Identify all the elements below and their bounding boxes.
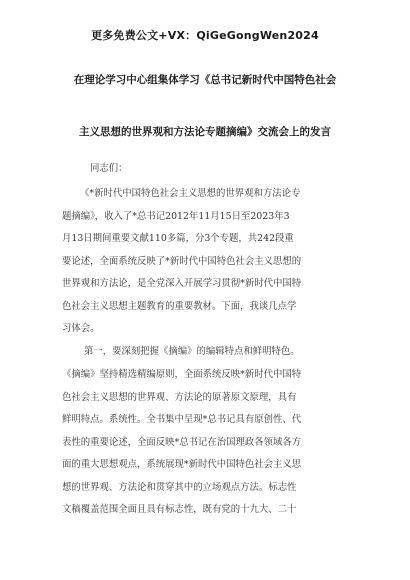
paragraph-line: 色社会主义思想主题教育的重要教材。下面，我谈几点学 bbox=[62, 300, 297, 312]
paragraph-line: 《*新时代中国特色社会主义思想的世界观和方法论专 bbox=[80, 188, 301, 199]
salutation: 同志们： bbox=[90, 163, 128, 174]
paragraph-line: 要论述，全面系统反映了*新时代中国特色社会主义思想的 bbox=[62, 255, 302, 267]
paragraph-line: 鲜明特点。系统性。全书集中呈现*总书记具有原创性、代 bbox=[62, 414, 302, 425]
document-title-line-1: 在理论学习中心组集体学习《总书记新时代中国特色社会 bbox=[73, 74, 337, 86]
document-title-line-2: 主义思想的世界观和方法论专题摘编》交流会上的发言 bbox=[79, 126, 331, 138]
paragraph-line: 色社会主义思想的世界观、方法论的原著原文原理，具有 bbox=[62, 391, 297, 403]
paragraph-line: 世界观和方法论，是全党深入开展学习贯彻*新时代中国特 bbox=[62, 278, 302, 289]
paragraph-1 bbox=[62, 183, 362, 341]
paragraph-3 bbox=[62, 364, 362, 522]
paragraph-line: 面的重大思想观点，系统展现*新时代中国特色社会主义思 bbox=[62, 459, 302, 470]
paragraph-line: 《摘编》坚持精选精编原则，全面系统反映*新时代中国特 bbox=[62, 369, 302, 380]
paragraph-line: 习体会。 bbox=[62, 323, 100, 334]
paragraph-2 bbox=[62, 341, 362, 364]
watermark-header: 更多免费公文+VX：QiGeGongWen2024 bbox=[91, 29, 319, 42]
paragraph-line: 月13日期间重要文献110多篇，分3个专题，共242段重 bbox=[62, 233, 294, 244]
paragraph-line: 题摘编》，收入了*总书记2012年11月15日至2023年3 bbox=[62, 210, 290, 222]
paragraph-line: 想的世界观、方法论和贯穿其中的立场观点方法。标志性 bbox=[62, 481, 297, 493]
paragraph-line: 文稿覆盖范围全面且具有标志性，既有党的十九大、二十 bbox=[62, 504, 297, 515]
paragraph-line: 表性的重要论述，全面反映*总书记在治国理政各领域各方 bbox=[62, 436, 302, 448]
section-heading: 第一，要深刻把握《摘编》的编辑特点和鲜明特色。 bbox=[84, 346, 300, 357]
